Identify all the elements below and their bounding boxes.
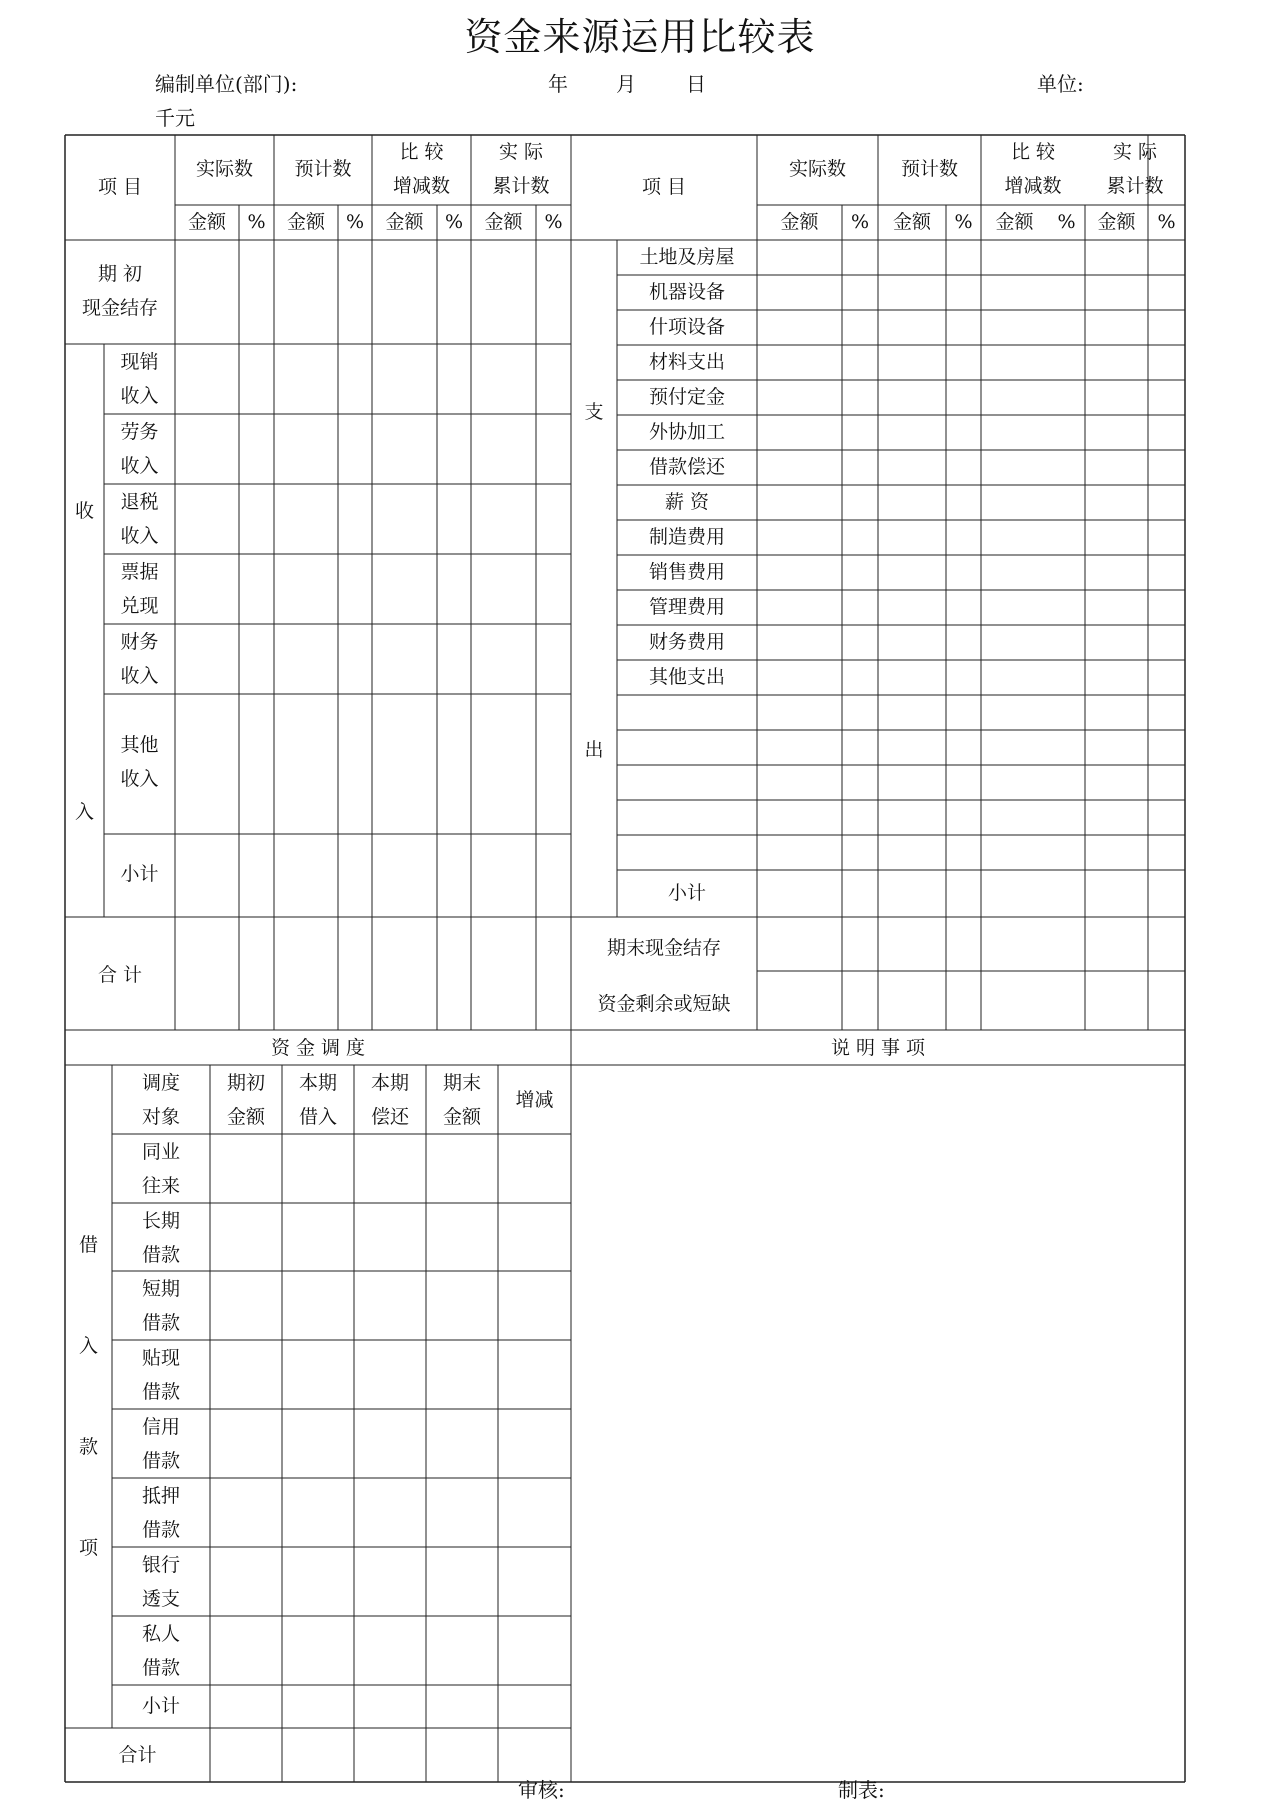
expense-item-label: 土地及房屋 <box>639 246 735 268</box>
unit-label: 单位: <box>1037 72 1084 96</box>
scheduling-item-label: 银行 <box>141 1554 180 1576</box>
income-item-label: 收入 <box>120 665 159 687</box>
expense-item-label: 预付定金 <box>648 386 725 408</box>
expense-item-label: 机器设备 <box>648 281 725 303</box>
scheduling-column-header: 期初 <box>226 1072 265 1094</box>
header-estimate: 预计数 <box>294 158 352 180</box>
header-cumulative-2: 累计数 <box>492 175 550 197</box>
day-label: 日 <box>686 72 706 96</box>
scheduling-subtotal-label: 小计 <box>141 1695 180 1717</box>
scheduling-item-label: 借款 <box>141 1657 180 1679</box>
header-actual: 实际数 <box>788 158 846 180</box>
income-item-label: 收入 <box>120 768 159 790</box>
header-estimate: 预计数 <box>900 158 958 180</box>
header-percent: % <box>1057 211 1076 233</box>
expense-item-label: 外协加工 <box>648 421 725 443</box>
header-compare-2: 增减数 <box>1004 175 1062 197</box>
borrowing-group-label: 款 <box>78 1436 98 1458</box>
scheduling-column-header: 本期 <box>370 1072 409 1094</box>
scheduling-item-label: 借款 <box>141 1381 180 1403</box>
expense-item-label: 管理费用 <box>648 596 725 618</box>
scheduling-item-label: 贴现 <box>141 1347 180 1369</box>
scheduling-item-label: 往来 <box>141 1175 180 1197</box>
income-item-label: 收入 <box>120 385 159 407</box>
borrowing-group-label: 项 <box>78 1537 98 1559</box>
expense-item-label: 什项设备 <box>648 316 725 338</box>
audit-label: 审核: <box>518 1778 565 1802</box>
closing-cash-label: 期末现金结存 <box>606 937 721 959</box>
income-item-label: 兑现 <box>120 595 159 617</box>
header-item: 项 目 <box>97 176 143 198</box>
header-percent: % <box>954 211 973 233</box>
scheduling-title: 资 金 调 度 <box>270 1037 366 1059</box>
scheduling-column-header: 对象 <box>141 1106 180 1128</box>
income-group-label: 入 <box>74 801 94 823</box>
header-amount: 金额 <box>780 211 819 233</box>
header-amount: 金额 <box>484 211 523 233</box>
expense-item-label: 财务费用 <box>648 631 725 653</box>
surplus-shortage-label: 资金剩余或短缺 <box>597 993 731 1015</box>
income-item-label: 现销 <box>120 351 159 373</box>
scheduling-item-label: 长期 <box>141 1210 180 1232</box>
header-amount: 金额 <box>286 211 325 233</box>
expense-item-label: 其他支出 <box>648 666 725 688</box>
income-item-label: 票据 <box>120 561 159 583</box>
scheduling-column-header: 增减 <box>515 1089 554 1111</box>
scheduling-column-header: 金额 <box>442 1106 481 1128</box>
scheduling-column-header: 金额 <box>226 1106 265 1128</box>
prepared-by-label: 制表: <box>838 1778 885 1802</box>
borrowing-group-label: 入 <box>78 1335 98 1357</box>
header-percent: % <box>345 211 365 233</box>
expense-item-label: 借款偿还 <box>648 456 725 478</box>
scheduling-item-label: 抵押 <box>141 1485 180 1507</box>
scheduling-item-label: 借款 <box>141 1519 180 1541</box>
opening-cash-label-1: 期 初 <box>97 263 143 285</box>
year-label: 年 <box>548 72 568 96</box>
month-label: 月 <box>616 72 636 96</box>
income-item-label: 收入 <box>120 455 159 477</box>
header-cumulative-2: 累计数 <box>1106 175 1164 197</box>
header-amount: 金额 <box>892 211 931 233</box>
scheduling-item-label: 借款 <box>141 1312 180 1334</box>
header-amount: 金额 <box>1097 211 1136 233</box>
header-percent: % <box>544 211 563 233</box>
header-cumulative-1: 实 际 <box>1112 141 1158 163</box>
header-item: 项 目 <box>641 176 687 198</box>
header-amount: 金额 <box>385 211 424 233</box>
income-item-label: 财务 <box>120 631 159 653</box>
header-cumulative-1: 实 际 <box>498 141 544 163</box>
prepared-unit-label: 编制单位(部门): <box>155 72 298 96</box>
scheduling-column-header: 期末 <box>442 1072 481 1094</box>
notes-title: 说 明 事 项 <box>830 1037 926 1059</box>
expense-item-label: 制造费用 <box>648 526 725 548</box>
scheduling-item-label: 信用 <box>141 1416 180 1438</box>
header-percent: % <box>1157 211 1176 233</box>
scheduling-column-header: 本期 <box>298 1072 337 1094</box>
scheduling-item-label: 透支 <box>141 1588 180 1610</box>
income-item-label: 其他 <box>120 734 159 756</box>
scheduling-item-label: 借款 <box>141 1244 180 1266</box>
expense-item-label: 销售费用 <box>648 561 725 583</box>
expense-item-label: 薪 资 <box>664 491 710 513</box>
header-percent: % <box>850 211 870 233</box>
header-amount: 金额 <box>995 211 1034 233</box>
scheduling-column-header: 借入 <box>298 1106 337 1128</box>
expense-item-label: 材料支出 <box>648 351 725 373</box>
income-group-label: 收 <box>74 500 94 522</box>
scheduling-column-header: 偿还 <box>370 1106 409 1128</box>
income-subtotal-label: 小计 <box>120 863 159 885</box>
header-compare-1: 比 较 <box>399 141 444 163</box>
expense-subtotal-label: 小计 <box>667 882 706 904</box>
header-compare-2: 增减数 <box>392 175 450 197</box>
income-total-label: 合 计 <box>97 964 143 986</box>
header-amount: 金额 <box>187 211 226 233</box>
header-percent: % <box>444 211 464 233</box>
income-item-label: 收入 <box>120 525 159 547</box>
expense-group-label: 支 <box>584 401 604 423</box>
header-actual: 实际数 <box>195 158 253 180</box>
header-percent: % <box>247 211 266 233</box>
income-item-label: 劳务 <box>120 421 159 443</box>
scheduling-item-label: 同业 <box>141 1141 180 1163</box>
income-item-label: 退税 <box>120 491 159 513</box>
scheduling-column-header: 调度 <box>141 1072 180 1094</box>
scheduling-item-label: 私人 <box>141 1623 180 1645</box>
scheduling-total-label: 合计 <box>118 1744 157 1766</box>
header-compare-1: 比 较 <box>1010 141 1056 163</box>
scheduling-item-label: 借款 <box>141 1450 180 1472</box>
borrowing-group-label: 借 <box>78 1234 98 1256</box>
expense-group-label: 出 <box>584 739 604 761</box>
opening-cash-label-2: 现金结存 <box>81 297 158 319</box>
scheduling-item-label: 短期 <box>141 1278 180 1300</box>
page-title: 资金来源运用比较表 <box>464 15 816 59</box>
unit-value: 千元 <box>155 106 195 130</box>
